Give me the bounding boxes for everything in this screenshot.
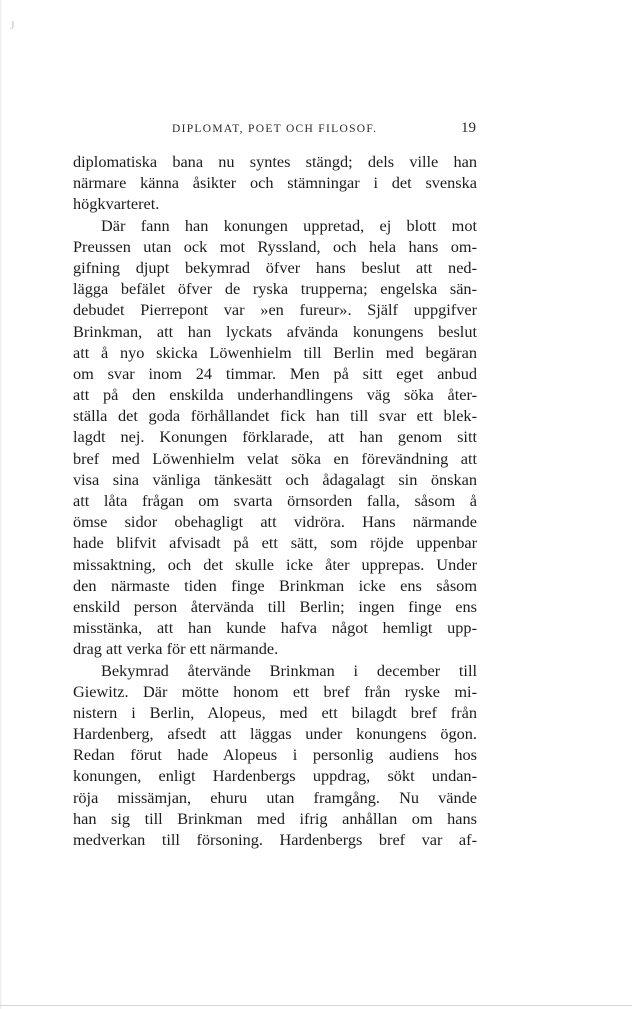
text-line: hade blifvit afvisadt på ett sätt, som röjde uppenbar	[73, 533, 477, 553]
margin-mark: J	[10, 18, 15, 32]
body-text	[73, 151, 477, 850]
page-left-edge	[0, 0, 2, 1009]
text-line: diplomatiska bana nu syntes stängd; dels ville han	[73, 152, 477, 171]
text-line: högkvarteret.	[73, 194, 160, 214]
text-line: han sig till Brinkman med ifrig anhållan om hans	[73, 808, 477, 828]
text-line: att på den enskilda underhandlingens väg söka åter-	[73, 385, 477, 405]
text-line: gifning djupt bekymrad öfver hans beslut att ned-	[73, 257, 477, 277]
text-line: lägga befälet öfver de ryska trupperna; engelska sän-	[73, 279, 477, 299]
text-line: medverkan till försoning. Hardenbergs bref var af-	[73, 830, 477, 849]
text-line: bref med Löwenhielm velat söka en förevändning att	[73, 448, 477, 468]
text-line: Preussen utan ock mot Ryssland, och hela hans om-	[73, 236, 477, 256]
text-line: missaktning, och det skulle icke åter upprepas. Under	[73, 554, 477, 574]
text-line: enskild person återvända till Berlin; ingen finge ens	[73, 596, 477, 616]
text-line: Giewitz. Där mötte honom ett bref från ryske mi-	[73, 681, 477, 701]
text-line: nistern i Berlin, Alopeus, med ett bilagdt bref från	[73, 702, 477, 722]
text-line: debudet Pierrepont var »en fureur». Själf uppgifver	[73, 300, 477, 320]
page-number: 19	[461, 120, 476, 136]
text-line: Där fann han konungen uppretad, ej blott mot	[101, 215, 477, 235]
text-line: att å nyo skicka Löwenhielm till Berlin med begäran	[73, 342, 477, 362]
text-line: konungen, enligt Hardenbergs uppdrag, sökt undan-	[73, 766, 477, 786]
text-line: misstänka, att han kunde hafva något hemligt upp-	[73, 618, 477, 638]
text-line: om svar inom 24 timmar. Men på sitt eget anbud	[73, 363, 477, 383]
text-line: ömse sidor obehagligt att vidröra. Hans närmande	[73, 512, 477, 532]
text-line: att låta frågan om svarta örnsorden falla, såsom å	[73, 491, 477, 510]
text-line: Brinkman, att han lyckats afvända konungens beslut	[73, 321, 477, 341]
page-bottom-edge	[0, 1005, 632, 1006]
text-line: röja missämjan, ehuru utan framgång. Nu vände	[73, 787, 477, 807]
text-line: ställa det goda förhållandet fick han till svar ett blek-	[73, 406, 477, 426]
text-line: Bekymrad återvände Brinkman i december till	[101, 660, 477, 680]
text-line: visa sina vänliga tänkesätt och ådagalagt sin önskan	[73, 469, 477, 489]
text-line: drag att verka för ett närmande.	[73, 639, 279, 659]
running-head: DIPLOMAT, POET OCH FILOSOF.	[172, 123, 378, 135]
text-line: närmare känna åsikter och stämningar i det svenska	[73, 173, 477, 193]
text-line: Hardenberg, afsedt att läggas under konungens ögon.	[73, 724, 477, 744]
text-line: lagdt nej. Konungen förklarade, att han genom sitt	[73, 427, 477, 447]
text-line: Redan förut hade Alopeus i personlig audiens hos	[73, 745, 477, 765]
text-line: den närmaste tiden finge Brinkman icke ens såsom	[73, 575, 477, 595]
